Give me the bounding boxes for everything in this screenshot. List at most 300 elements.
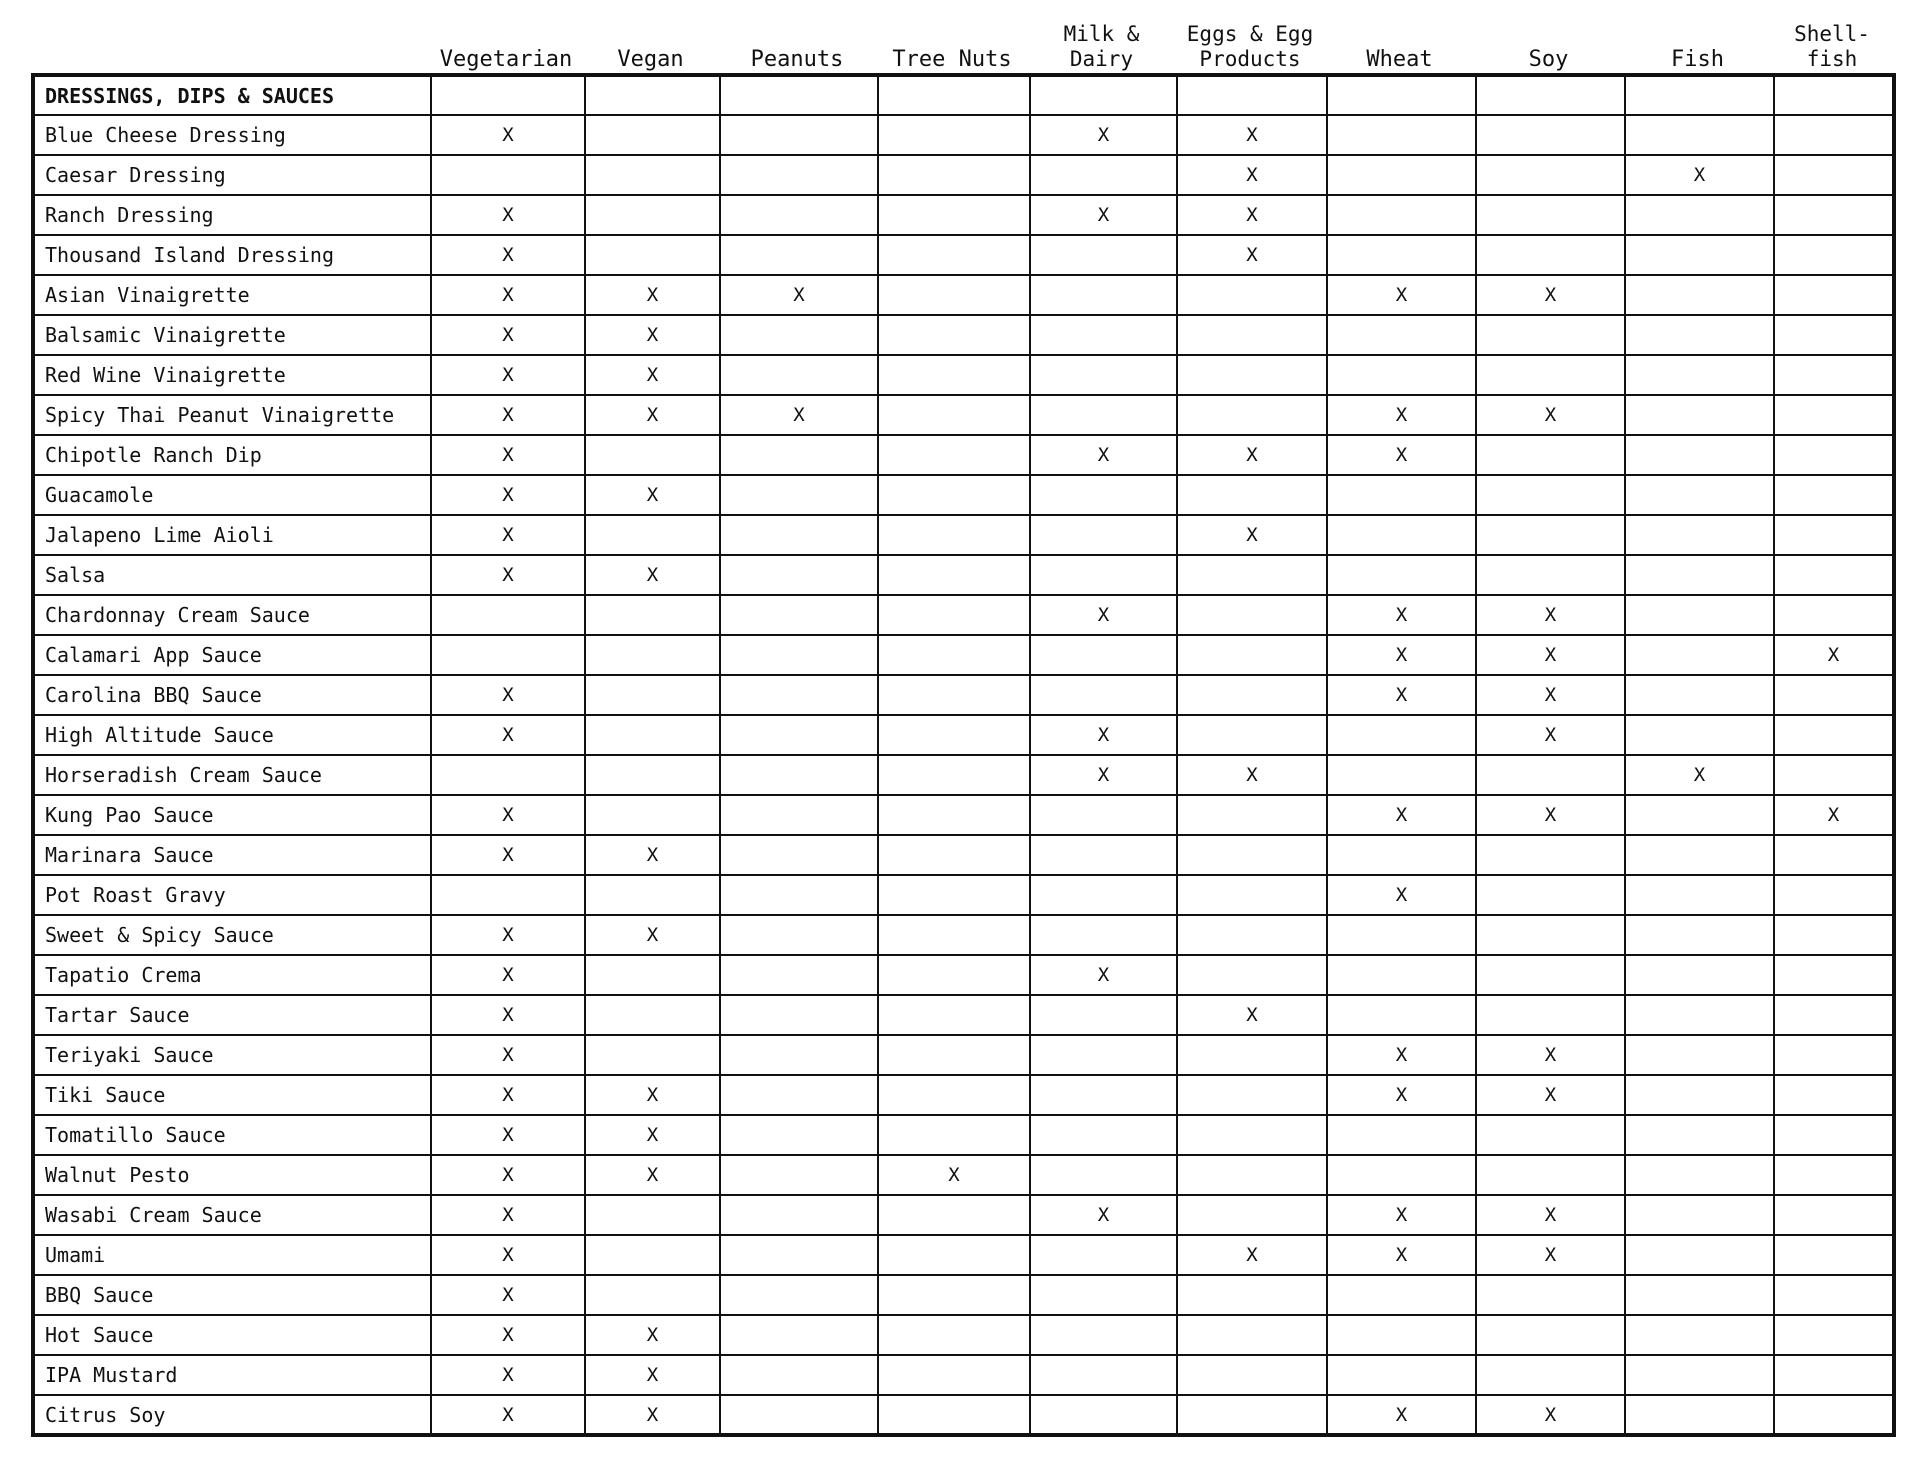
empty-cell — [1177, 1195, 1327, 1235]
empty-cell — [720, 1075, 878, 1115]
empty-cell — [1774, 515, 1894, 555]
empty-cell — [1327, 75, 1476, 115]
empty-cell — [720, 795, 878, 835]
empty-cell — [1476, 155, 1625, 195]
item-name: Teriyaki Sauce — [33, 1035, 431, 1075]
allergen-mark: X — [431, 715, 585, 755]
empty-cell — [1177, 1315, 1327, 1355]
allergen-mark: X — [431, 475, 585, 515]
empty-cell — [1177, 915, 1327, 955]
empty-cell — [1476, 755, 1625, 795]
column-header-eggs-egg-products — [1175, 0, 1325, 74]
empty-cell — [1476, 1155, 1625, 1195]
empty-cell — [1177, 1395, 1327, 1435]
empty-cell — [720, 355, 878, 395]
item-name: IPA Mustard — [33, 1355, 431, 1395]
empty-cell — [1774, 395, 1894, 435]
table-row — [33, 115, 1894, 155]
empty-cell — [878, 395, 1030, 435]
empty-cell — [1030, 835, 1177, 875]
allergen-mark: X — [1476, 635, 1625, 675]
item-name: Horseradish Cream Sauce — [33, 755, 431, 795]
empty-cell — [878, 1115, 1030, 1155]
empty-cell — [1327, 1275, 1476, 1315]
table-row — [33, 395, 1894, 435]
item-name: Citrus Soy — [33, 1395, 431, 1435]
table-row — [33, 1035, 1894, 1075]
empty-cell — [720, 195, 878, 235]
empty-cell — [1030, 995, 1177, 1035]
allergen-mark: X — [1177, 515, 1327, 555]
allergen-mark: X — [1177, 115, 1327, 155]
allergen-mark: X — [585, 1315, 720, 1355]
empty-cell — [878, 675, 1030, 715]
empty-cell — [1177, 1115, 1327, 1155]
allergen-mark: X — [431, 1235, 585, 1275]
empty-cell — [1030, 875, 1177, 915]
allergen-mark: X — [1177, 995, 1327, 1035]
item-name: Red Wine Vinaigrette — [33, 355, 431, 395]
empty-cell — [878, 1315, 1030, 1355]
allergen-mark: X — [431, 435, 585, 475]
empty-cell — [1030, 1115, 1177, 1155]
item-name: Blue Cheese Dressing — [33, 115, 431, 155]
empty-cell — [585, 115, 720, 155]
empty-cell — [585, 515, 720, 555]
empty-cell — [1774, 435, 1894, 475]
table-row — [33, 995, 1894, 1035]
empty-cell — [1476, 355, 1625, 395]
allergen-mark: X — [431, 1115, 585, 1155]
empty-cell — [878, 1355, 1030, 1395]
item-name: Carolina BBQ Sauce — [33, 675, 431, 715]
table-row — [33, 675, 1894, 715]
empty-cell — [1625, 875, 1774, 915]
empty-cell — [1327, 475, 1476, 515]
empty-cell — [878, 475, 1030, 515]
allergen-mark: X — [1030, 595, 1177, 635]
empty-cell — [1774, 955, 1894, 995]
empty-cell — [1327, 315, 1476, 355]
allergen-mark: X — [1177, 155, 1327, 195]
empty-cell — [1327, 195, 1476, 235]
allergen-mark: X — [1476, 1035, 1625, 1075]
allergen-mark: X — [585, 475, 720, 515]
empty-cell — [1625, 1235, 1774, 1275]
empty-cell — [1774, 995, 1894, 1035]
empty-cell — [1625, 395, 1774, 435]
empty-cell — [1625, 1155, 1774, 1195]
allergen-mark: X — [585, 395, 720, 435]
column-header-soy — [1474, 0, 1623, 74]
empty-cell — [1476, 1275, 1625, 1315]
allergen-mark: X — [1177, 1235, 1327, 1275]
empty-cell — [878, 115, 1030, 155]
empty-cell — [431, 755, 585, 795]
empty-cell — [878, 235, 1030, 275]
allergen-mark: X — [431, 1395, 585, 1435]
allergen-mark: X — [1327, 275, 1476, 315]
allergen-mark: X — [1177, 235, 1327, 275]
item-name: Marinara Sauce — [33, 835, 431, 875]
item-name: Tiki Sauce — [33, 1075, 431, 1115]
allergen-mark: X — [1327, 1235, 1476, 1275]
empty-cell — [1774, 1315, 1894, 1355]
column-header-label: Soy — [1528, 47, 1569, 72]
empty-cell — [878, 995, 1030, 1035]
allergen-mark: X — [720, 275, 878, 315]
empty-cell — [1327, 1115, 1476, 1155]
table-row — [33, 315, 1894, 355]
empty-cell — [1625, 275, 1774, 315]
empty-cell — [1476, 1115, 1625, 1155]
allergen-mark: X — [1327, 635, 1476, 675]
empty-cell — [720, 235, 878, 275]
empty-cell — [1476, 115, 1625, 155]
empty-cell — [720, 435, 878, 475]
empty-cell — [878, 555, 1030, 595]
empty-cell — [1625, 835, 1774, 875]
table-row — [33, 715, 1894, 755]
empty-cell — [1476, 995, 1625, 1035]
allergen-mark: X — [720, 395, 878, 435]
empty-cell — [878, 515, 1030, 555]
empty-cell — [1030, 315, 1177, 355]
empty-cell — [878, 1035, 1030, 1075]
empty-cell — [1625, 675, 1774, 715]
empty-cell — [878, 1395, 1030, 1435]
allergen-mark: X — [1030, 715, 1177, 755]
empty-cell — [720, 875, 878, 915]
allergen-mark: X — [1476, 275, 1625, 315]
empty-cell — [1030, 555, 1177, 595]
allergen-mark: X — [431, 1355, 585, 1395]
empty-cell — [585, 955, 720, 995]
table-row — [33, 1355, 1894, 1395]
empty-cell — [720, 675, 878, 715]
empty-cell — [720, 915, 878, 955]
empty-cell — [1625, 1355, 1774, 1395]
allergen-mark: X — [585, 275, 720, 315]
empty-cell — [1030, 1315, 1177, 1355]
empty-cell — [1625, 995, 1774, 1035]
empty-cell — [1625, 555, 1774, 595]
empty-cell — [1030, 515, 1177, 555]
table-row — [33, 1195, 1894, 1235]
allergen-mark: X — [1030, 435, 1177, 475]
allergen-mark: X — [1177, 755, 1327, 795]
empty-cell — [720, 155, 878, 195]
item-name: Sweet & Spicy Sauce — [33, 915, 431, 955]
empty-cell — [1327, 1315, 1476, 1355]
empty-cell — [720, 835, 878, 875]
empty-cell — [1774, 835, 1894, 875]
empty-cell — [1774, 355, 1894, 395]
table-row — [33, 835, 1894, 875]
empty-cell — [431, 875, 585, 915]
table-row — [33, 475, 1894, 515]
allergen-mark: X — [431, 1035, 585, 1075]
column-header-shell-fish — [1772, 0, 1892, 74]
empty-cell — [878, 315, 1030, 355]
empty-cell — [1177, 395, 1327, 435]
empty-cell — [1625, 715, 1774, 755]
table-row — [33, 755, 1894, 795]
empty-cell — [1476, 835, 1625, 875]
item-name: Tartar Sauce — [33, 995, 431, 1035]
empty-cell — [1625, 1195, 1774, 1235]
empty-cell — [720, 475, 878, 515]
allergen-mark: X — [1327, 435, 1476, 475]
allergen-mark: X — [431, 915, 585, 955]
empty-cell — [585, 435, 720, 475]
empty-cell — [878, 355, 1030, 395]
empty-cell — [1327, 1355, 1476, 1395]
allergen-mark: X — [1327, 1075, 1476, 1115]
empty-cell — [1177, 595, 1327, 635]
item-name: Guacamole — [33, 475, 431, 515]
empty-cell — [1476, 875, 1625, 915]
empty-cell — [1030, 75, 1177, 115]
empty-cell — [1030, 235, 1177, 275]
empty-cell — [878, 155, 1030, 195]
empty-cell — [1625, 915, 1774, 955]
allergen-mark: X — [431, 235, 585, 275]
allergen-mark: X — [1625, 155, 1774, 195]
empty-cell — [878, 1235, 1030, 1275]
empty-cell — [720, 595, 878, 635]
empty-cell — [1030, 1035, 1177, 1075]
empty-cell — [1774, 275, 1894, 315]
empty-cell — [1177, 955, 1327, 995]
column-header-label: Fish — [1671, 47, 1724, 72]
empty-cell — [431, 75, 585, 115]
empty-cell — [1625, 195, 1774, 235]
empty-cell — [1625, 515, 1774, 555]
empty-cell — [1476, 235, 1625, 275]
allergen-mark: X — [585, 1155, 720, 1195]
empty-cell — [1327, 235, 1476, 275]
allergen-mark: X — [431, 195, 585, 235]
item-name: Ranch Dressing — [33, 195, 431, 235]
allergen-mark: X — [431, 835, 585, 875]
empty-cell — [878, 595, 1030, 635]
empty-cell — [1476, 1315, 1625, 1355]
empty-cell — [1177, 875, 1327, 915]
empty-cell — [1177, 475, 1327, 515]
allergen-mark: X — [585, 355, 720, 395]
allergen-mark: X — [1774, 795, 1894, 835]
empty-cell — [720, 555, 878, 595]
empty-cell — [1177, 1075, 1327, 1115]
allergen-mark: X — [1476, 1395, 1625, 1435]
empty-cell — [720, 1235, 878, 1275]
item-name: Thousand Island Dressing — [33, 235, 431, 275]
allergen-mark: X — [878, 1155, 1030, 1195]
allergen-mark: X — [431, 1075, 585, 1115]
table-row — [33, 875, 1894, 915]
table-row — [33, 1235, 1894, 1275]
allergen-mark: X — [1476, 395, 1625, 435]
empty-cell — [720, 1315, 878, 1355]
empty-cell — [1177, 555, 1327, 595]
empty-cell — [1625, 1275, 1774, 1315]
empty-cell — [1030, 675, 1177, 715]
empty-cell — [878, 955, 1030, 995]
table-row — [33, 155, 1894, 195]
empty-cell — [1625, 1115, 1774, 1155]
empty-cell — [585, 155, 720, 195]
empty-cell — [1774, 755, 1894, 795]
allergen-mark: X — [431, 355, 585, 395]
empty-cell — [585, 1235, 720, 1275]
empty-cell — [585, 195, 720, 235]
allergen-mark: X — [1774, 635, 1894, 675]
allergen-mark: X — [1030, 755, 1177, 795]
empty-cell — [720, 635, 878, 675]
empty-cell — [878, 195, 1030, 235]
column-header-vegetarian — [429, 0, 583, 74]
empty-cell — [1774, 155, 1894, 195]
empty-cell — [720, 955, 878, 995]
empty-cell — [1774, 595, 1894, 635]
empty-cell — [1030, 1355, 1177, 1395]
empty-cell — [585, 1275, 720, 1315]
empty-cell — [1177, 355, 1327, 395]
empty-cell — [1774, 1355, 1894, 1395]
empty-cell — [1327, 915, 1476, 955]
empty-cell — [878, 635, 1030, 675]
empty-cell — [585, 675, 720, 715]
empty-cell — [1625, 635, 1774, 675]
allergen-mark: X — [431, 1155, 585, 1195]
allergen-mark: X — [1177, 195, 1327, 235]
empty-cell — [1774, 675, 1894, 715]
empty-cell — [878, 875, 1030, 915]
empty-cell — [1476, 955, 1625, 995]
empty-cell — [1030, 395, 1177, 435]
empty-cell — [1625, 115, 1774, 155]
empty-cell — [585, 75, 720, 115]
item-name: Wasabi Cream Sauce — [33, 1195, 431, 1235]
allergen-mark: X — [431, 275, 585, 315]
item-name: Calamari App Sauce — [33, 635, 431, 675]
allergen-mark: X — [1327, 395, 1476, 435]
item-name: Kung Pao Sauce — [33, 795, 431, 835]
empty-cell — [1177, 315, 1327, 355]
empty-cell — [1030, 155, 1177, 195]
column-header-vegan — [583, 0, 718, 74]
allergen-mark: X — [1327, 595, 1476, 635]
empty-cell — [1774, 1075, 1894, 1115]
empty-cell — [1774, 1195, 1894, 1235]
empty-cell — [1177, 635, 1327, 675]
table-row — [33, 1395, 1894, 1435]
empty-cell — [720, 1275, 878, 1315]
empty-cell — [1774, 475, 1894, 515]
allergen-mark: X — [431, 995, 585, 1035]
column-header-wheat — [1325, 0, 1474, 74]
allergen-mark: X — [585, 1115, 720, 1155]
column-header-label: Vegan — [617, 47, 684, 72]
table-row — [33, 635, 1894, 675]
column-header-label: Shell- fish — [1794, 22, 1870, 71]
empty-cell — [585, 235, 720, 275]
allergen-mark: X — [585, 315, 720, 355]
column-header-peanuts — [718, 0, 876, 74]
empty-cell — [1177, 75, 1327, 115]
empty-cell — [720, 715, 878, 755]
empty-cell — [1476, 75, 1625, 115]
empty-cell — [1327, 155, 1476, 195]
empty-cell — [585, 1035, 720, 1075]
column-header-label: Tree Nuts — [892, 47, 1012, 72]
allergen-mark: X — [1327, 875, 1476, 915]
empty-cell — [1030, 275, 1177, 315]
empty-cell — [720, 1195, 878, 1235]
allergen-mark: X — [431, 1195, 585, 1235]
allergen-mark: X — [1476, 1195, 1625, 1235]
empty-cell — [585, 795, 720, 835]
column-header-label: Eggs & Egg Products — [1186, 22, 1314, 71]
item-name: Caesar Dressing — [33, 155, 431, 195]
empty-cell — [1177, 1275, 1327, 1315]
allergen-mark: X — [1625, 755, 1774, 795]
empty-cell — [720, 995, 878, 1035]
empty-cell — [1625, 75, 1774, 115]
allergen-mark: X — [431, 395, 585, 435]
empty-cell — [585, 1195, 720, 1235]
item-name: Pot Roast Gravy — [33, 875, 431, 915]
empty-cell — [1774, 1035, 1894, 1075]
section-title: DRESSINGS, DIPS & SAUCES — [33, 75, 431, 115]
empty-cell — [1030, 1155, 1177, 1195]
item-name: Hot Sauce — [33, 1315, 431, 1355]
empty-cell — [878, 1195, 1030, 1235]
table-row — [33, 1115, 1894, 1155]
allergen-mark: X — [431, 795, 585, 835]
empty-cell — [878, 835, 1030, 875]
empty-cell — [1030, 355, 1177, 395]
allergen-mark: X — [1030, 1195, 1177, 1235]
allergen-mark: X — [1177, 435, 1327, 475]
empty-cell — [720, 515, 878, 555]
empty-cell — [585, 635, 720, 675]
empty-cell — [585, 715, 720, 755]
empty-cell — [1476, 1355, 1625, 1395]
empty-cell — [1030, 1395, 1177, 1435]
empty-cell — [1774, 235, 1894, 275]
empty-cell — [1625, 435, 1774, 475]
table-row — [33, 1155, 1894, 1195]
empty-cell — [1774, 1395, 1894, 1435]
empty-cell — [1625, 1035, 1774, 1075]
allergen-table — [31, 73, 1896, 1437]
column-header-label: Milk & Dairy — [1063, 22, 1140, 71]
table-row — [33, 195, 1894, 235]
empty-cell — [878, 715, 1030, 755]
empty-cell — [1476, 315, 1625, 355]
empty-cell — [1177, 795, 1327, 835]
empty-cell — [1774, 1155, 1894, 1195]
empty-cell — [1625, 795, 1774, 835]
empty-cell — [1625, 1075, 1774, 1115]
allergen-mark: X — [1030, 115, 1177, 155]
empty-cell — [585, 875, 720, 915]
empty-cell — [1774, 915, 1894, 955]
empty-cell — [1774, 555, 1894, 595]
empty-cell — [878, 1075, 1030, 1115]
